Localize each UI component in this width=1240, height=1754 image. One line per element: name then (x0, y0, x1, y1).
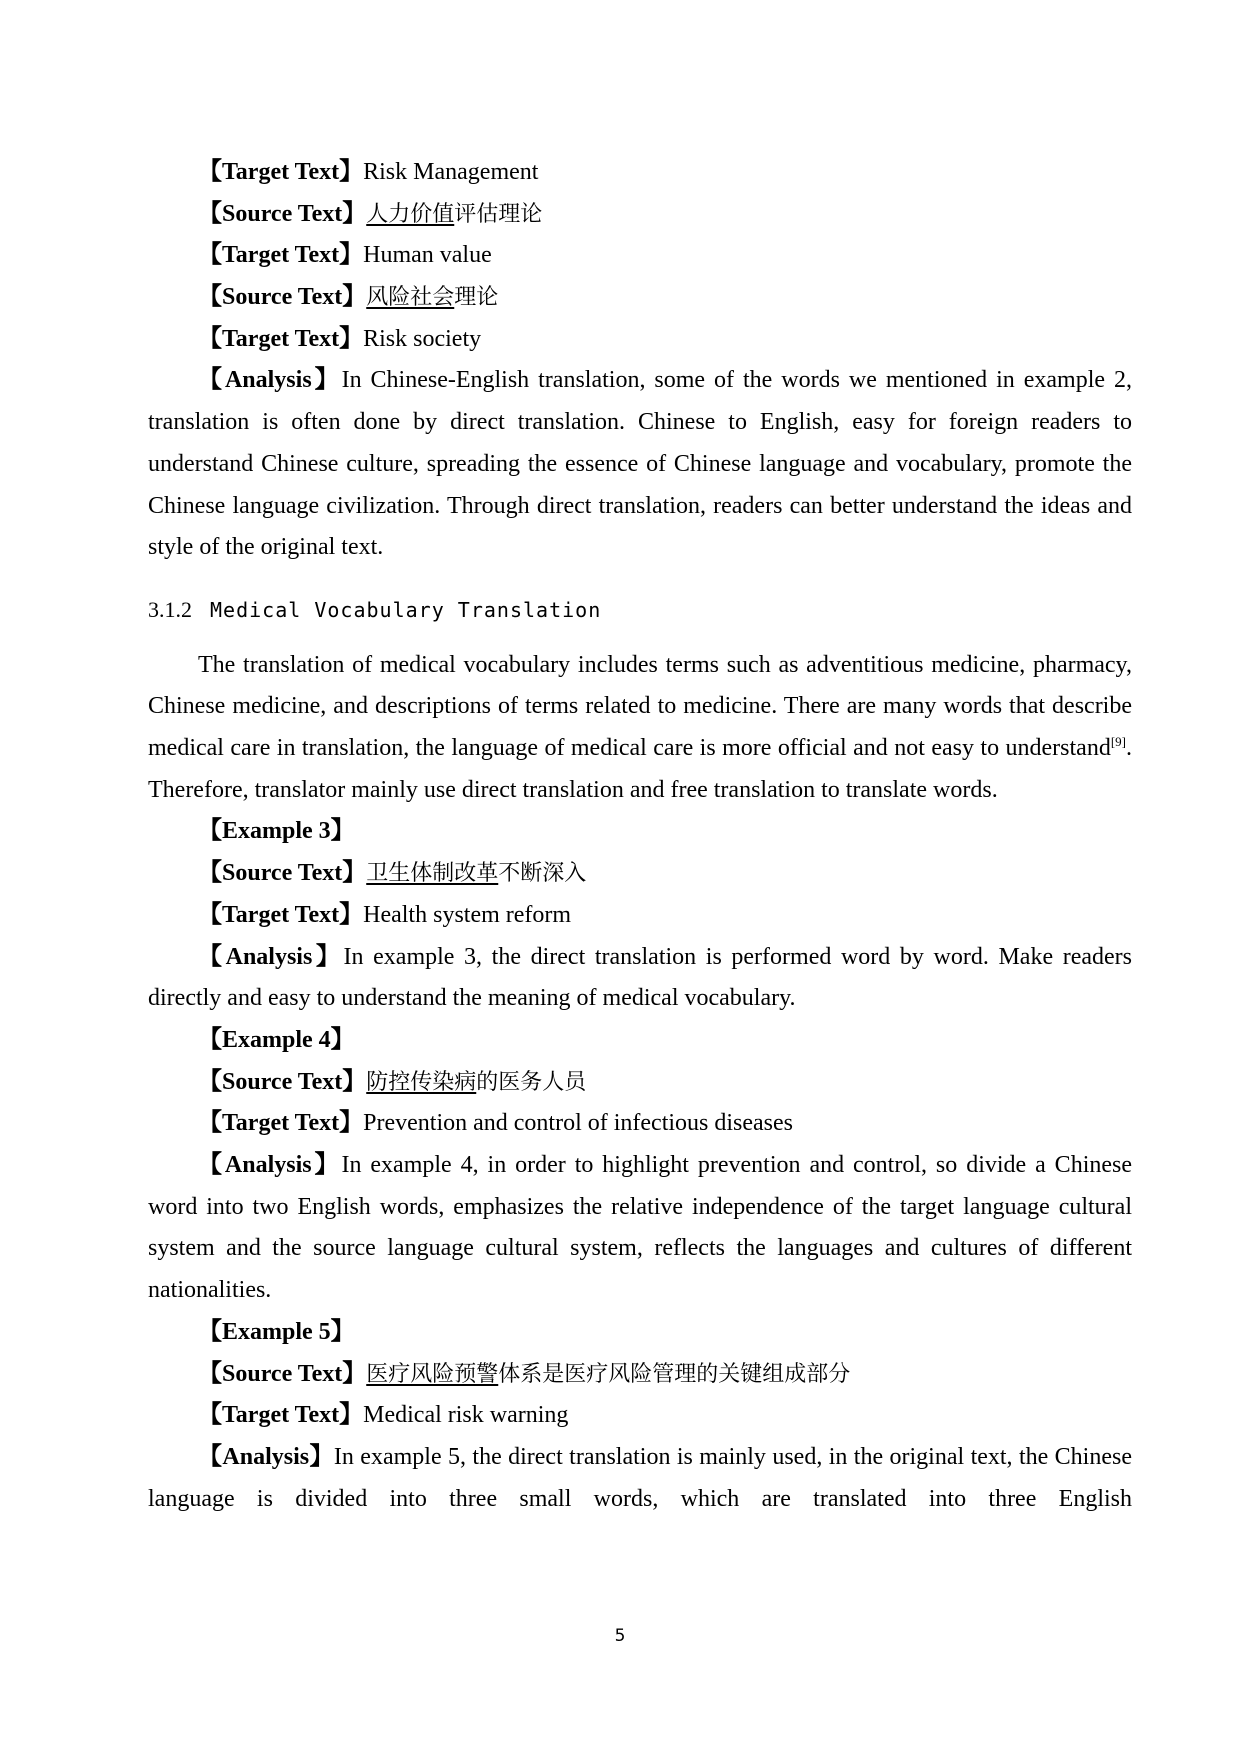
analysis-text: In example 4, in order to highlight prevention and control, so divide a Chinese word into two English words, emphasizes the relative independence of the target language cultural system and the source language cultural system, reflects the languages and cultures of different nationalities. (148, 1152, 1133, 1304)
label: 【Analysis】 (198, 1152, 342, 1178)
target-text: Risk society (363, 325, 482, 352)
intro-text-end: . Therefore, translator mainly use direct translation and free translation to translate words. (148, 735, 1132, 803)
example-5 (148, 1312, 1132, 1520)
label: 【Source Text】 (198, 200, 367, 227)
source-underlined: 医疗风险预警 (366, 1361, 499, 1387)
label: 【Analysis】 (198, 1443, 334, 1470)
source-rest: 评估理论 (454, 201, 543, 227)
page-number: 5 (614, 1626, 626, 1646)
label: 【Target Text】 (198, 901, 364, 928)
target-text: Risk Management (363, 159, 539, 185)
section-number: 3.1.2 (148, 596, 192, 622)
example-title: 【Example 4】 (198, 1026, 355, 1053)
label: 【Analysis】 (198, 943, 344, 970)
label: 【Target Text】 (198, 1110, 364, 1137)
label: 【Source Text】 (198, 1360, 367, 1387)
source-rest: 不断深入 (498, 861, 587, 887)
target-line (148, 319, 1132, 361)
example-title: 【Example 3】 (198, 818, 355, 845)
analysis-text: In Chinese-English translation, some of the words we mentioned in example 2, translation is often done by direct translation. Chinese to English, easy for foreign readers to understand Chinese culture, spreading the essence of Chinese language and vocabulary, promote the Chinese language civilization. Through direct translation, readers can better understand the ideas and style of the original text. (148, 367, 1132, 561)
source-rest: 理论 (454, 285, 499, 311)
section-heading (148, 589, 1132, 632)
section-title: Medical Vocabulary Translation (210, 597, 602, 622)
target-text: Human value (363, 242, 492, 269)
target-text: Medical risk warning (363, 1402, 569, 1429)
source-line (148, 853, 1132, 895)
analysis-text: In example 5, the direct translation is mainly used, in the original text, the Chinese language is divided into three small words, which are translated into three English (148, 1443, 1132, 1512)
example-title: 【Example 5】 (198, 1318, 355, 1345)
label: 【Target Text】 (198, 325, 364, 352)
source-underlined: 防控传染病 (366, 1069, 477, 1095)
label: 【Source Text】 (198, 284, 367, 311)
citation: [9] (1110, 734, 1126, 750)
source-line (148, 194, 1132, 236)
analysis-paragraph (148, 937, 1132, 1020)
target-line (148, 235, 1132, 277)
source-rest: 体系是医疗风险管理的关键组成部分 (498, 1361, 851, 1387)
intro-text: The translation of medical vocabulary includes terms such as adventitious medicine, pharmacy, Chinese medicine, and descriptions of terms related to medicine. There are many words that describe medical care in translation, the language of medical care is more official and not easy to understand (148, 651, 1132, 762)
target-line (148, 1395, 1132, 1437)
source-line (148, 1062, 1132, 1104)
target-line (148, 1103, 1132, 1145)
target-line (148, 152, 1132, 194)
analysis-paragraph (148, 360, 1132, 569)
target-line (148, 895, 1132, 937)
target-text: Health system reform (363, 901, 572, 928)
analysis-text: In example 3, the direct translation is performed word by word. Make readers directly and easy to understand the meaning of medical vocabulary. (148, 943, 1132, 1012)
analysis-paragraph (148, 1437, 1132, 1520)
source-underlined: 人力价值 (366, 201, 455, 227)
document-page (148, 152, 1132, 1520)
target-text: Prevention and control of infectious diseases (363, 1110, 794, 1137)
label: 【Target Text】 (198, 1402, 364, 1429)
source-line (148, 1354, 1132, 1396)
analysis-paragraph (148, 1145, 1132, 1312)
example-4 (148, 1020, 1132, 1312)
source-rest: 的医务人员 (476, 1069, 587, 1095)
label: 【Target Text】 (198, 159, 364, 185)
label: 【Source Text】 (198, 860, 367, 887)
label: 【Source Text】 (198, 1068, 367, 1095)
intro-paragraph (148, 645, 1132, 812)
source-line (148, 277, 1132, 319)
example-3 (148, 811, 1132, 1019)
label: 【Target Text】 (198, 242, 364, 269)
source-underlined: 卫生体制改革 (366, 861, 499, 887)
label: 【Analysis】 (198, 367, 342, 394)
source-underlined: 风险社会 (366, 285, 455, 311)
